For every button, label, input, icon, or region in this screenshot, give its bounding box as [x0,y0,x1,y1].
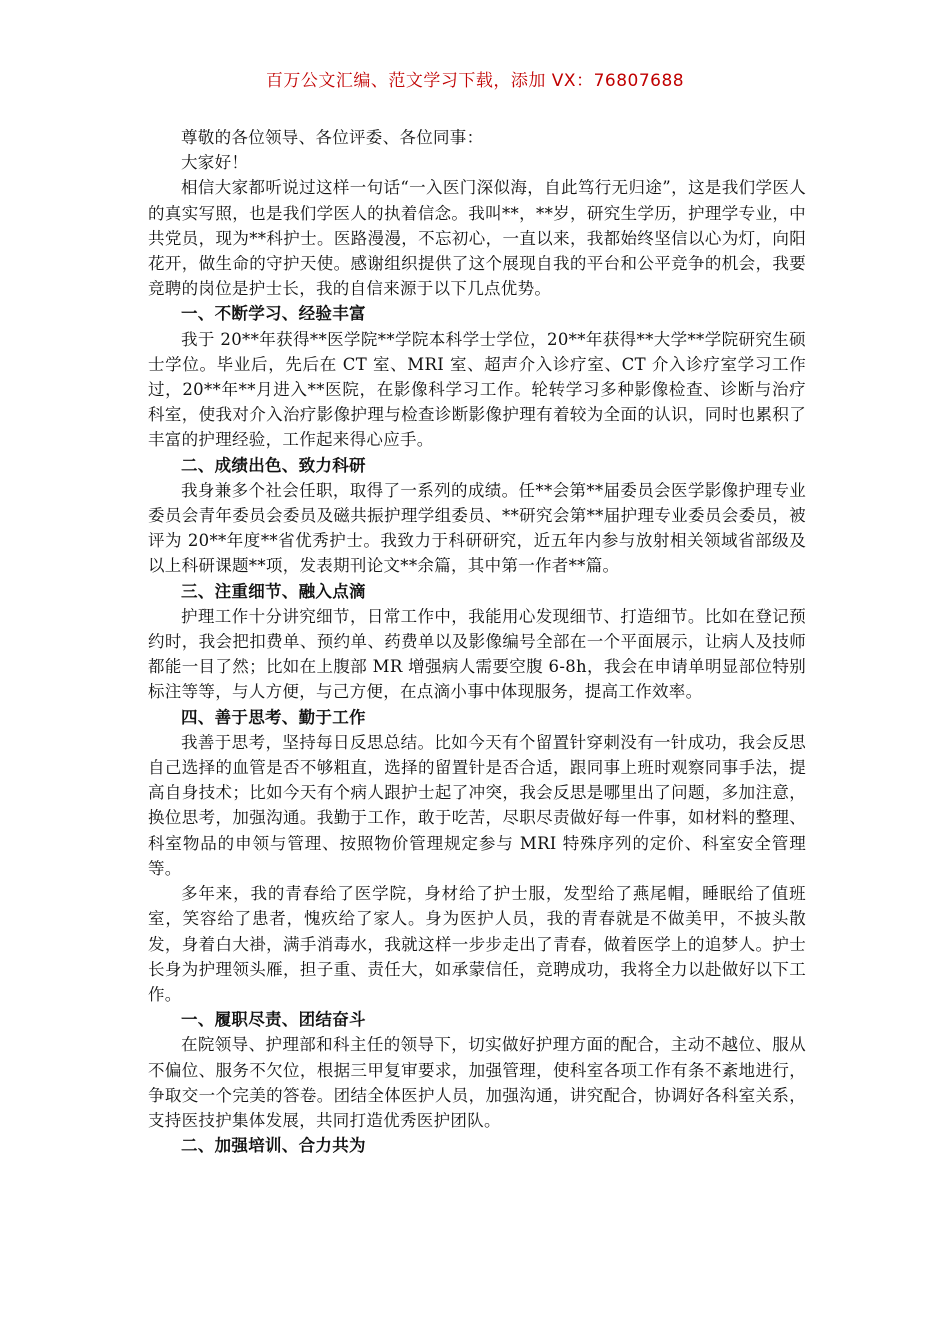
intro-paragraph: 相信大家都听说过这样一句话“一入医门深似海，自此笃行无归途”，这是我们学医人的真实写照，也是我们学医人的执着信念。我叫**，**岁，研究生学历，护理学专业，中共党员，现为**科护士。医路漫漫，不忘初心，一直以来，我都始终坚信以心为灯，向阳花开，做生命的守护天使。感谢组织提供了这个展现自我的平台和公平竞争的机会，我要竞聘的岗位是护士长，我的自信来源于以下几点优势。 [148,178,806,299]
section-body: 我善于思考，坚持每日反思总结。比如今天有个留置针穿刺没有一针成功，我会反思自己选择的血管是否不够粗直，选择的留置针是否合适，跟同事上班时观察同事手法，提高自身技术；比如今天有个病人跟护士起了冲突，我会反思是哪里出了问题，多加注意，换位思考，加强沟通。我勤于工作，敢于吃苦，尽职尽责做好每一件事，如材料的整理、科室物品的申领与管理、按照物价管理规定参与 MRI 特殊序列的定价、科室安全管理等。 [148,732,806,878]
plan-heading: 二、加强培训、合力共为 [181,1136,366,1156]
section-body: 我身兼多个社会任职，取得了一系列的成绩。任**会第**届委员会医学影像护理专业委员会青年委员会委员及磁共振护理学组委员、**研究会第**届护理专业委员会委员，被评为 20**年度**省优秀护士。我致力于科研研究，近五年内参与放射相关领域省部级及以上科研课题**项，发表期刊论文**余篇，其中第一作者**篇。 [148,480,806,576]
section-heading: 二、成绩出色、致力科研 [181,455,366,475]
plan-heading: 一、履职尽责、团结奋斗 [181,1010,366,1030]
section-body: 护理工作十分讲究细节，日常工作中，我能用心发现细节、打造细节。比如在登记预约时，我会把扣费单、预约单、药费单以及影像编号全部在一个平面展示，让病人及技师都能一目了然；比如在上腹部 MR 增强病人需要空腹 6-8h，我会在申请单明显部位特别标注等等，与人方便，与己方便，在点滴小事中体现服务，提高工作效率。 [148,606,806,702]
section-heading: 三、注重细节、融入点滴 [181,581,366,601]
plan-body: 在院领导、护理部和科主任的领导下，切实做好护理方面的配合，主动不越位、服从不偏位、服务不欠位，根据三甲复审要求，加强管理，使科室各项工作有条不紊地进行，争取交一个完美的答卷。团结全体医护人员，加强沟通，讲究配合，协调好各科室关系，支持医技护集体发展，共同打造优秀医护团队。 [148,1035,806,1130]
section-heading: 一、不断学习、经验丰富 [181,304,366,324]
salutation: 尊敬的各位领导、各位评委、各位同事： [181,128,484,147]
watermark-header: 百万公文汇编、范文学习下载，添加 VX：76807688 [265,71,685,91]
transition-paragraph: 多年来，我的青春给了医学院，身材给了护士服，发型给了燕尾帽，睡眠给了值班室，笑容给了患者，愧疚给了家人。身为医护人员，我的青春就是不做美甲，不披头散发，身着白大褂，满手消毒水，我就这样一步步走出了青春，做着医学上的追梦人。护士长身为护理领头雁，担子重、责任大，如承蒙信任，竞聘成功，我将全力以赴做好以下工作。 [148,884,806,1004]
section-body: 我于 20**年获得**医学院**学院本科学士学位，20**年获得**大学**学院研究生硕士学位。毕业后，先后在 CT 室、MRI 室、超声介入诊疗室、CT 介入诊疗室学习工作过，20**年**月进入**医院，在影像科学习工作。轮转学习多种影像检查、诊断与治疗科室，使我对介入治疗影像护理与检查诊断影像护理有着较为全面的认识，同时也累积了丰富的护理经验，工作起来得心应手。 [148,329,806,450]
greeting: 大家好！ [181,153,249,173]
speech-document [148,125,806,1158]
section-heading: 四、善于思考、勤于工作 [181,707,366,727]
